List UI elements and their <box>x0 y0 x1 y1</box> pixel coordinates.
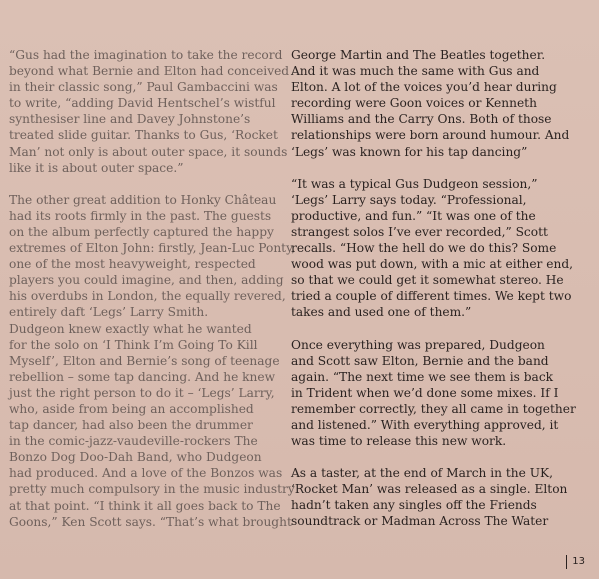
paragraph-session <box>291 176 573 321</box>
text-line: at that point. “I think it all goes back to The <box>9 498 281 513</box>
text-line: As a taster, at the end of March in the UK, <box>291 466 553 481</box>
text-line: was time to release this new work. <box>291 434 507 449</box>
text-line: ‘Legs’ Larry says today. “Professional, <box>291 192 527 207</box>
text-line: entirely daft ‘Legs’ Larry Smith. <box>9 305 209 320</box>
paragraph-gambaccini-quote <box>9 47 290 176</box>
text-line: treated slide guitar. Thanks to Gus, ‘Rocket <box>9 128 278 143</box>
text-line: tried a couple of different times. We kept two <box>291 289 572 304</box>
text-line: rebellion – some tap dancing. And he knew <box>9 369 276 384</box>
text-line: ‘Rocket Man’ was released as a single. Elton <box>291 482 568 497</box>
text-line: like it is about outer space.” <box>9 160 184 175</box>
text-line: remember correctly, they all came in together <box>291 401 576 416</box>
text-line: extremes of Elton John: firstly, Jean-Luc Ponty, <box>9 241 296 256</box>
text-line: wood was put down, with a mic at either end, <box>291 257 573 272</box>
text-line: and listened.” With everything approved, it <box>291 417 559 432</box>
text-line: Dudgeon knew exactly what he wanted <box>9 321 252 336</box>
text-line: Bonzo Dog Doo-Dah Band, who Dudgeon <box>9 450 262 465</box>
page-number: 13 <box>566 555 585 569</box>
text-line: strangest solos I’ve ever recorded,” Scott <box>291 224 548 239</box>
text-line: “It was a typical Gus Dudgeon session,” <box>291 176 538 191</box>
text-line: Goons,” Ken Scott says. “That’s what brought <box>9 514 292 529</box>
text-line: relationships were born around humour. And <box>291 128 570 143</box>
paragraph-guests <box>9 192 296 530</box>
text-line: pretty much compulsory in the music industry <box>9 482 295 497</box>
text-line: for the solo on ‘I Think I’m Going To Kill <box>9 337 258 352</box>
text-line: tap dancer, had also been the drummer <box>9 418 253 433</box>
text-line: had its roots firmly in the past. The guests <box>9 208 272 223</box>
text-line: one of the most heavyweight, respected <box>9 257 256 272</box>
text-line: so that we could get it somewhat stereo. He <box>291 273 564 288</box>
text-line: Once everything was prepared, Dudgeon <box>291 337 545 352</box>
text-line: hadn’t taken any singles off the Friends <box>291 498 537 513</box>
text-line: had produced. And a love of the Bonzos was <box>9 466 283 481</box>
text-line: “Gus had the imagination to take the record <box>9 48 283 62</box>
text-line: George Martin and The Beatles together. <box>291 48 546 62</box>
text-line: to write, “adding David Hentschel’s wistful <box>9 96 276 111</box>
text-line: takes and used one of them.” <box>291 305 472 320</box>
text-line: soundtrack or Madman Across The Water <box>291 514 549 529</box>
paragraph-goons <box>291 47 570 160</box>
text-line: recalls. “How the hell do we do this? Some <box>291 241 557 256</box>
text-line: who, aside from being an accomplished <box>9 401 254 416</box>
text-line: Myself’, Elton and Bernie’s song of teenage <box>9 353 280 368</box>
left-column <box>9 47 296 530</box>
right-column <box>291 47 576 530</box>
text-line: in their classic song,” Paul Gambaccini was <box>9 80 278 95</box>
text-line: Williams and the Carry Ons. Both of those <box>291 112 552 127</box>
text-line: just the right person to do it – ‘Legs’ Larry, <box>9 385 275 400</box>
text-line: recording were Goon voices or Kenneth <box>291 96 537 111</box>
text-line: in the comic-jazz-vaudeville-rockers The <box>9 434 258 449</box>
text-line: Man’ not only is about outer space, it sounds <box>9 144 288 159</box>
text-line: beyond what Bernie and Elton had conceived <box>9 64 290 79</box>
text-line: synthesiser line and Davey Johnstone’s <box>9 112 251 127</box>
text-line: players you could imagine, and then, adding <box>9 273 284 288</box>
text-line: in Trident when we’d done some mixes. If I <box>291 385 559 400</box>
text-line: and Scott saw Elton, Bernie and the band <box>291 353 549 368</box>
text-line: And it was much the same with Gus and <box>291 64 540 79</box>
text-line: The other great addition to Honky Château <box>9 192 277 207</box>
text-line: on the album perfectly captured the happy <box>9 224 274 239</box>
text-line: again. “The next time we see them is back <box>291 369 554 384</box>
text-line: Elton. A lot of the voices you’d hear during <box>291 80 557 95</box>
text-line: ‘Legs’ was known for his tap dancing” <box>291 144 528 159</box>
paragraph-trident <box>291 337 576 450</box>
text-line: productive, and fun.” “It was one of the <box>291 208 536 223</box>
paragraph-single <box>291 465 568 529</box>
text-line: his overdubs in London, the equally revered, <box>9 289 286 304</box>
